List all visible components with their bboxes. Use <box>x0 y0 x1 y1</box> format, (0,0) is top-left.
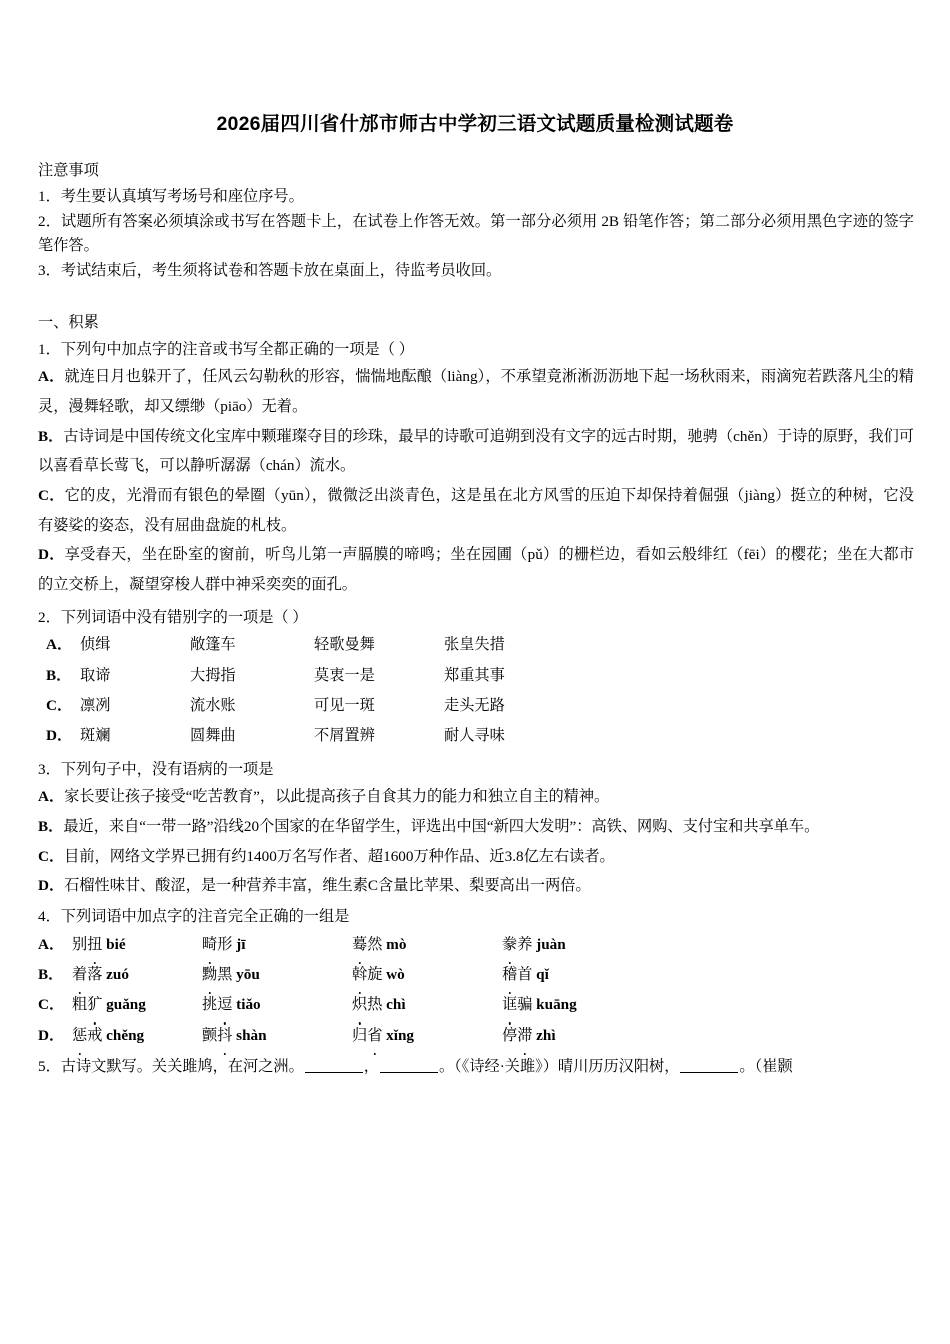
option-word: 斑斓 <box>80 727 111 745</box>
blank-line[interactable] <box>305 1059 363 1073</box>
option-word-pinyin <box>72 1021 202 1051</box>
emphasis-char: 畸 <box>202 930 217 960</box>
option-word: 轻歌曼舞 <box>314 636 375 654</box>
option-word: 走头无路 <box>444 696 505 714</box>
question-3-option-a <box>38 782 914 812</box>
pinyin: zhì <box>536 1026 556 1044</box>
emphasis-char: 炽 <box>352 990 367 1020</box>
emphasis-char: 豢 <box>502 930 517 960</box>
option-word: 流水账 <box>190 696 236 714</box>
option-label: C． <box>46 696 73 714</box>
pinyin: juàn <box>536 935 566 953</box>
q5-segment: 。（崔颢 <box>739 1058 793 1076</box>
paper-body <box>0 159 950 1079</box>
option-label: B． <box>38 818 64 836</box>
word-prefix: 归 <box>352 1026 368 1044</box>
question-4-option-c <box>38 990 914 1020</box>
emphasis-char: 惩 <box>72 1021 87 1051</box>
option-word: 敞篷车 <box>190 636 236 654</box>
option-label: B． <box>38 966 64 983</box>
emphasis-char: 省 <box>367 1021 382 1051</box>
option-text: 最近，来自“一带一路”沿线20个国家的在华留学生，评选出中国“新四大发明”：高铁、网购、支付宝和共享单车。 <box>63 818 820 836</box>
option-label: C． <box>38 996 65 1014</box>
option-label: A． <box>38 788 65 806</box>
pinyin: shàn <box>236 1026 267 1044</box>
word-suffix: 旋 <box>367 966 383 983</box>
question-3-option-c <box>38 842 914 872</box>
word-suffix: 戒 <box>87 1026 103 1044</box>
option-text: 目前，网络文学界已拥有约1400万名写作者、超1600万种作品、近3.8亿左右读者。 <box>64 847 615 865</box>
emphasis-char: 稽 <box>502 960 517 990</box>
question-2-options <box>38 630 914 752</box>
notice-item: 1．考生要认真填写考场号和座位序号。 <box>38 187 304 205</box>
option-label: B． <box>46 666 72 684</box>
emphasis-char: 诓 <box>502 990 517 1020</box>
emphasis-char: 扭 <box>87 930 102 960</box>
word-suffix: 首 <box>517 966 533 983</box>
emphasis-char: 逗 <box>217 990 232 1020</box>
pinyin: qǐ <box>536 966 549 983</box>
option-word-pinyin <box>72 930 202 960</box>
option-label: D． <box>38 1026 65 1044</box>
question-3-option-d <box>38 871 914 901</box>
question-2-option-b <box>46 661 914 691</box>
option-word: 张皇失措 <box>444 636 505 654</box>
option-text: 古诗词是中国传统文化宝库中颗璀璨夺目的珍珠，最早的诗歌可追朔到没有文字的远古时期，驰骋（chěn）于诗的原野，我们可以喜看草长莺飞，可以静听潺潺（chán）流水。 <box>38 427 914 475</box>
question-4-options <box>38 930 914 1052</box>
word-suffix: 养 <box>517 935 533 953</box>
option-word-pinyin <box>352 990 502 1020</box>
question-3-option-b <box>38 812 914 842</box>
question-4-option-d <box>38 1021 914 1051</box>
question-2-stem: 2．下列词语中没有错别字的一项是（ ） <box>38 608 308 626</box>
word-prefix: 挑 <box>202 996 218 1014</box>
option-text: 它的皮，光滑而有银色的晕圈（yūn），微微泛出淡青色，这是虽在北方风雪的压迫下却保持着倔强（jiàng）挺立的种树，它没有婆娑的姿态，没有屈曲盘旋的札枝。 <box>38 486 914 534</box>
option-word: 侦缉 <box>80 636 111 654</box>
pinyin: zuó <box>106 966 129 983</box>
notice-heading: 注意事项 <box>38 162 99 180</box>
question-1-stem: 1．下列句中加点字的注音或书写全都正确的一项是（ ） <box>38 340 414 358</box>
option-label: C． <box>38 847 65 865</box>
q5-segment: 5．古诗文默写。关关雎鸠，在河之洲。 <box>38 1058 304 1076</box>
option-text: 享受春天，坐在卧室的窗前，听鸟儿第一声膈膜的啼鸣；坐在园圃（pǔ）的栅栏边，看如云般绯红（fēi）的樱花；坐在大都市的立交桥上，凝望穿梭人群中神采奕奕的面孔。 <box>38 546 914 593</box>
word-suffix: 落 <box>87 966 103 983</box>
pinyin: kuāng <box>536 996 577 1014</box>
notice-section <box>38 159 914 283</box>
pinyin: mò <box>386 935 407 953</box>
question-4-stem: 4．下列词语中加点字的注音完全正确的一组是 <box>38 907 350 925</box>
pinyin: chěng <box>106 1026 145 1044</box>
question-3-stem: 3．下列句子中，没有语病的一项是 <box>38 760 274 778</box>
option-text: 家长要让孩子接受“吃苦教育”，以此提高孩子自食其力的能力和独立自主的精神。 <box>64 788 610 806</box>
option-word-pinyin <box>72 990 202 1020</box>
option-label: A． <box>46 636 73 654</box>
question-1-option-c <box>38 481 914 540</box>
option-word-pinyin <box>502 990 577 1020</box>
option-word-pinyin <box>502 960 549 990</box>
blank-line[interactable] <box>680 1059 738 1073</box>
word-prefix: 粗 <box>72 996 88 1014</box>
question-1-option-b <box>38 422 914 481</box>
option-word: 郑重其事 <box>444 666 505 684</box>
word-suffix: 热 <box>367 996 383 1014</box>
pinyin: xǐng <box>386 1026 415 1044</box>
q5-segment: ， <box>363 1058 379 1076</box>
question-5-stem <box>38 1055 914 1079</box>
pinyin: chì <box>386 996 406 1014</box>
option-label: A． <box>38 368 65 386</box>
word-suffix: 然 <box>367 935 383 953</box>
question-2-option-a <box>46 630 914 660</box>
emphasis-char: 黝 <box>202 960 217 990</box>
option-label: B． <box>38 427 64 445</box>
word-prefix: 别 <box>72 935 88 953</box>
question-4-option-a <box>38 930 914 960</box>
question-4-option-b <box>38 960 914 990</box>
option-word-pinyin <box>72 960 202 990</box>
pinyin: jī <box>236 935 246 953</box>
option-word-pinyin <box>202 960 352 990</box>
pinyin: yōu <box>236 966 260 983</box>
blank-line[interactable] <box>380 1059 438 1073</box>
option-word: 取谛 <box>80 666 111 684</box>
word-suffix: 形 <box>217 935 233 953</box>
pinyin: bié <box>106 935 126 953</box>
word-prefix: 停 <box>502 1026 518 1044</box>
option-word-pinyin <box>352 930 502 960</box>
page-title: 2026届四川省什邡市师古中学初三语文试题质量检测试题卷 <box>216 113 734 135</box>
option-word-pinyin <box>202 930 352 960</box>
section-heading: 一、积累 <box>38 314 99 332</box>
question-2-option-c <box>46 691 914 721</box>
question-1-option-d <box>38 540 914 599</box>
option-label: D． <box>38 546 65 564</box>
question-2-option-d <box>46 721 914 751</box>
option-word-pinyin <box>502 930 566 960</box>
word-suffix: 骗 <box>517 996 533 1014</box>
word-prefix: 颤 <box>202 1026 218 1044</box>
emphasis-char: 滞 <box>517 1021 532 1051</box>
option-word: 凛冽 <box>80 696 111 714</box>
word-suffix: 黑 <box>217 966 233 983</box>
option-word-pinyin <box>352 1021 502 1051</box>
option-word-pinyin <box>502 1021 556 1051</box>
option-word-pinyin <box>202 1021 352 1051</box>
emphasis-char: 斡 <box>352 960 367 990</box>
option-label: D． <box>46 727 73 745</box>
option-word: 莫衷一是 <box>314 666 375 684</box>
emphasis-char: 抖 <box>217 1021 232 1051</box>
option-word: 不屑置辨 <box>314 727 375 745</box>
pinyin: wò <box>386 966 405 983</box>
pinyin: tiǎo <box>236 996 261 1014</box>
q5-segment: 。（《诗经·关雎》）晴川历历汉阳树， <box>438 1058 680 1076</box>
emphasis-char: 着 <box>72 960 87 990</box>
option-word: 圆舞曲 <box>190 727 236 745</box>
notice-item: 2．试题所有答案必须填涂或书写在答题卡上，在试卷上作答无效。第一部分必须用 2B 铅笔作答；第二部分必须用黑色字迹的签字笔作答。 <box>38 212 914 255</box>
option-word: 大拇指 <box>190 666 236 684</box>
option-word: 耐人寻味 <box>444 727 505 745</box>
option-label: A． <box>38 935 65 953</box>
emphasis-char: 蓦 <box>352 930 367 960</box>
option-label: C． <box>38 486 65 504</box>
question-1-option-a <box>38 362 914 421</box>
notice-item: 3．考试结束后，考生须将试卷和答题卡放在桌面上，待监考员收回。 <box>38 261 502 279</box>
option-label: D． <box>38 877 65 895</box>
option-text: 石榴性味甘、酸涩，是一种营养丰富，维生素C含量比苹果、梨要高出一两倍。 <box>64 877 591 895</box>
option-text: 就连日月也躲开了，任风云勾勒秋的形容，惴惴地酝酿（liàng），不承望竟淅淅沥沥地下起一场秋雨来，雨滴宛若跌落凡尘的精灵，漫舞轻歌，却又缥缈（piāo）无着。 <box>38 368 914 416</box>
option-word-pinyin <box>202 990 352 1020</box>
pinyin: guǎng <box>106 996 146 1014</box>
option-word-pinyin <box>352 960 502 990</box>
option-word: 可见一斑 <box>314 696 375 714</box>
emphasis-char: 犷 <box>87 990 102 1020</box>
